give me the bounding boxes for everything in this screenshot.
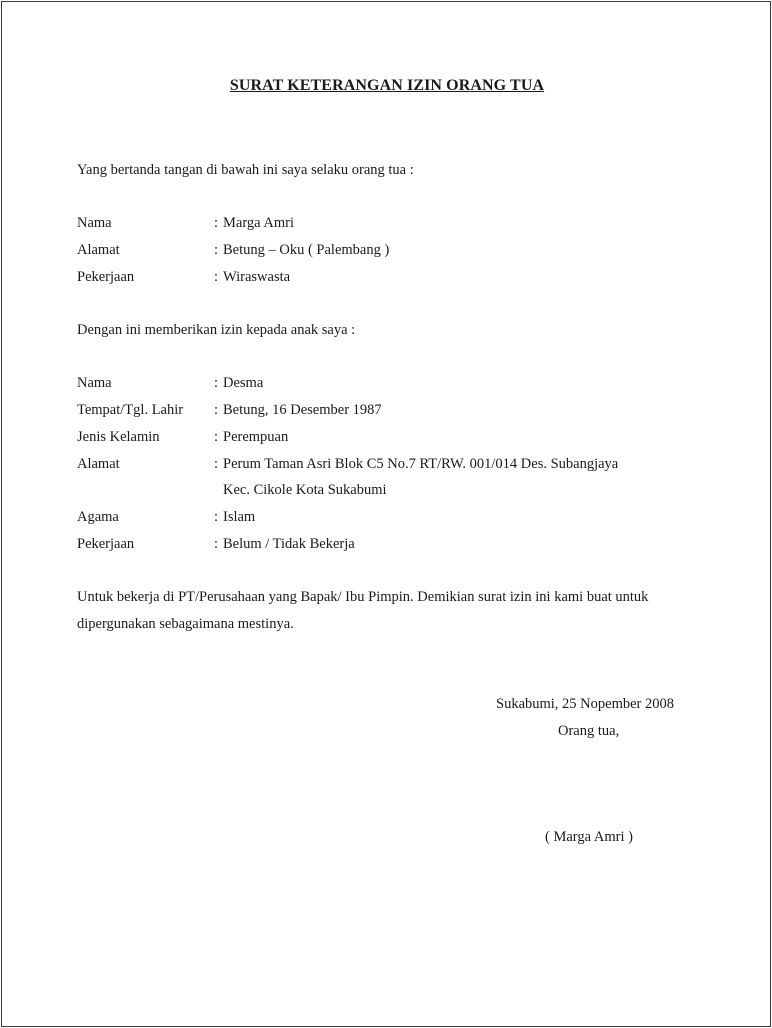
closing-text-line1: Untuk bekerja di PT/Perusahaan yang Bapak/ Ibu Pimpin. Demikian surat izin ini kami buat untuk (77, 589, 649, 605)
field-value: Desma (223, 375, 264, 391)
field-value: Perum Taman Asri Blok C5 No.7 RT/RW. 001/014 Des. Subangjaya (223, 456, 619, 472)
field-value: Islam (223, 509, 256, 525)
field-colon: : (214, 456, 219, 472)
document-title: SURAT KETERANGAN IZIN ORANG TUA (229, 77, 545, 94)
permission-text: Dengan ini memberikan izin kepada anak saya : (77, 322, 356, 338)
field-value: Wiraswasta (223, 269, 291, 285)
signature-role: Orang tua, (558, 723, 620, 739)
field-label: Nama (77, 375, 112, 391)
field-value: Belum / Tidak Bekerja (223, 536, 355, 552)
field-colon: : (214, 536, 219, 552)
field-colon: : (214, 509, 219, 525)
child-address-line2: Kec. Cikole Kota Sukabumi (223, 482, 387, 498)
field-label: Jenis Kelamin (77, 429, 160, 445)
field-colon: : (214, 269, 219, 285)
field-label: Alamat (77, 242, 120, 258)
field-value: Marga Amri (223, 215, 295, 231)
field-colon: : (214, 242, 219, 258)
field-label: Pekerjaan (77, 269, 135, 285)
field-colon: : (214, 375, 219, 391)
field-label: Nama (77, 215, 112, 231)
field-label: Agama (77, 509, 119, 525)
place-date: Sukabumi, 25 Nopember 2008 (496, 696, 675, 712)
field-value: Perempuan (223, 429, 289, 445)
field-label: Alamat (77, 456, 120, 472)
signature-name: ( Marga Amri ) (545, 829, 633, 845)
document-page (1, 1, 771, 1027)
intro-text: Yang bertanda tangan di bawah ini saya selaku orang tua : (77, 162, 414, 178)
field-colon: : (214, 429, 219, 445)
field-colon: : (214, 402, 219, 418)
field-label: Tempat/Tgl. Lahir (77, 402, 184, 418)
field-value: Betung, 16 Desember 1987 (223, 402, 382, 418)
closing-text-line2: dipergunakan sebagaimana mestinya. (77, 616, 294, 632)
field-value: Betung – Oku ( Palembang ) (223, 242, 390, 258)
field-colon: : (214, 215, 219, 231)
field-label: Pekerjaan (77, 536, 135, 552)
